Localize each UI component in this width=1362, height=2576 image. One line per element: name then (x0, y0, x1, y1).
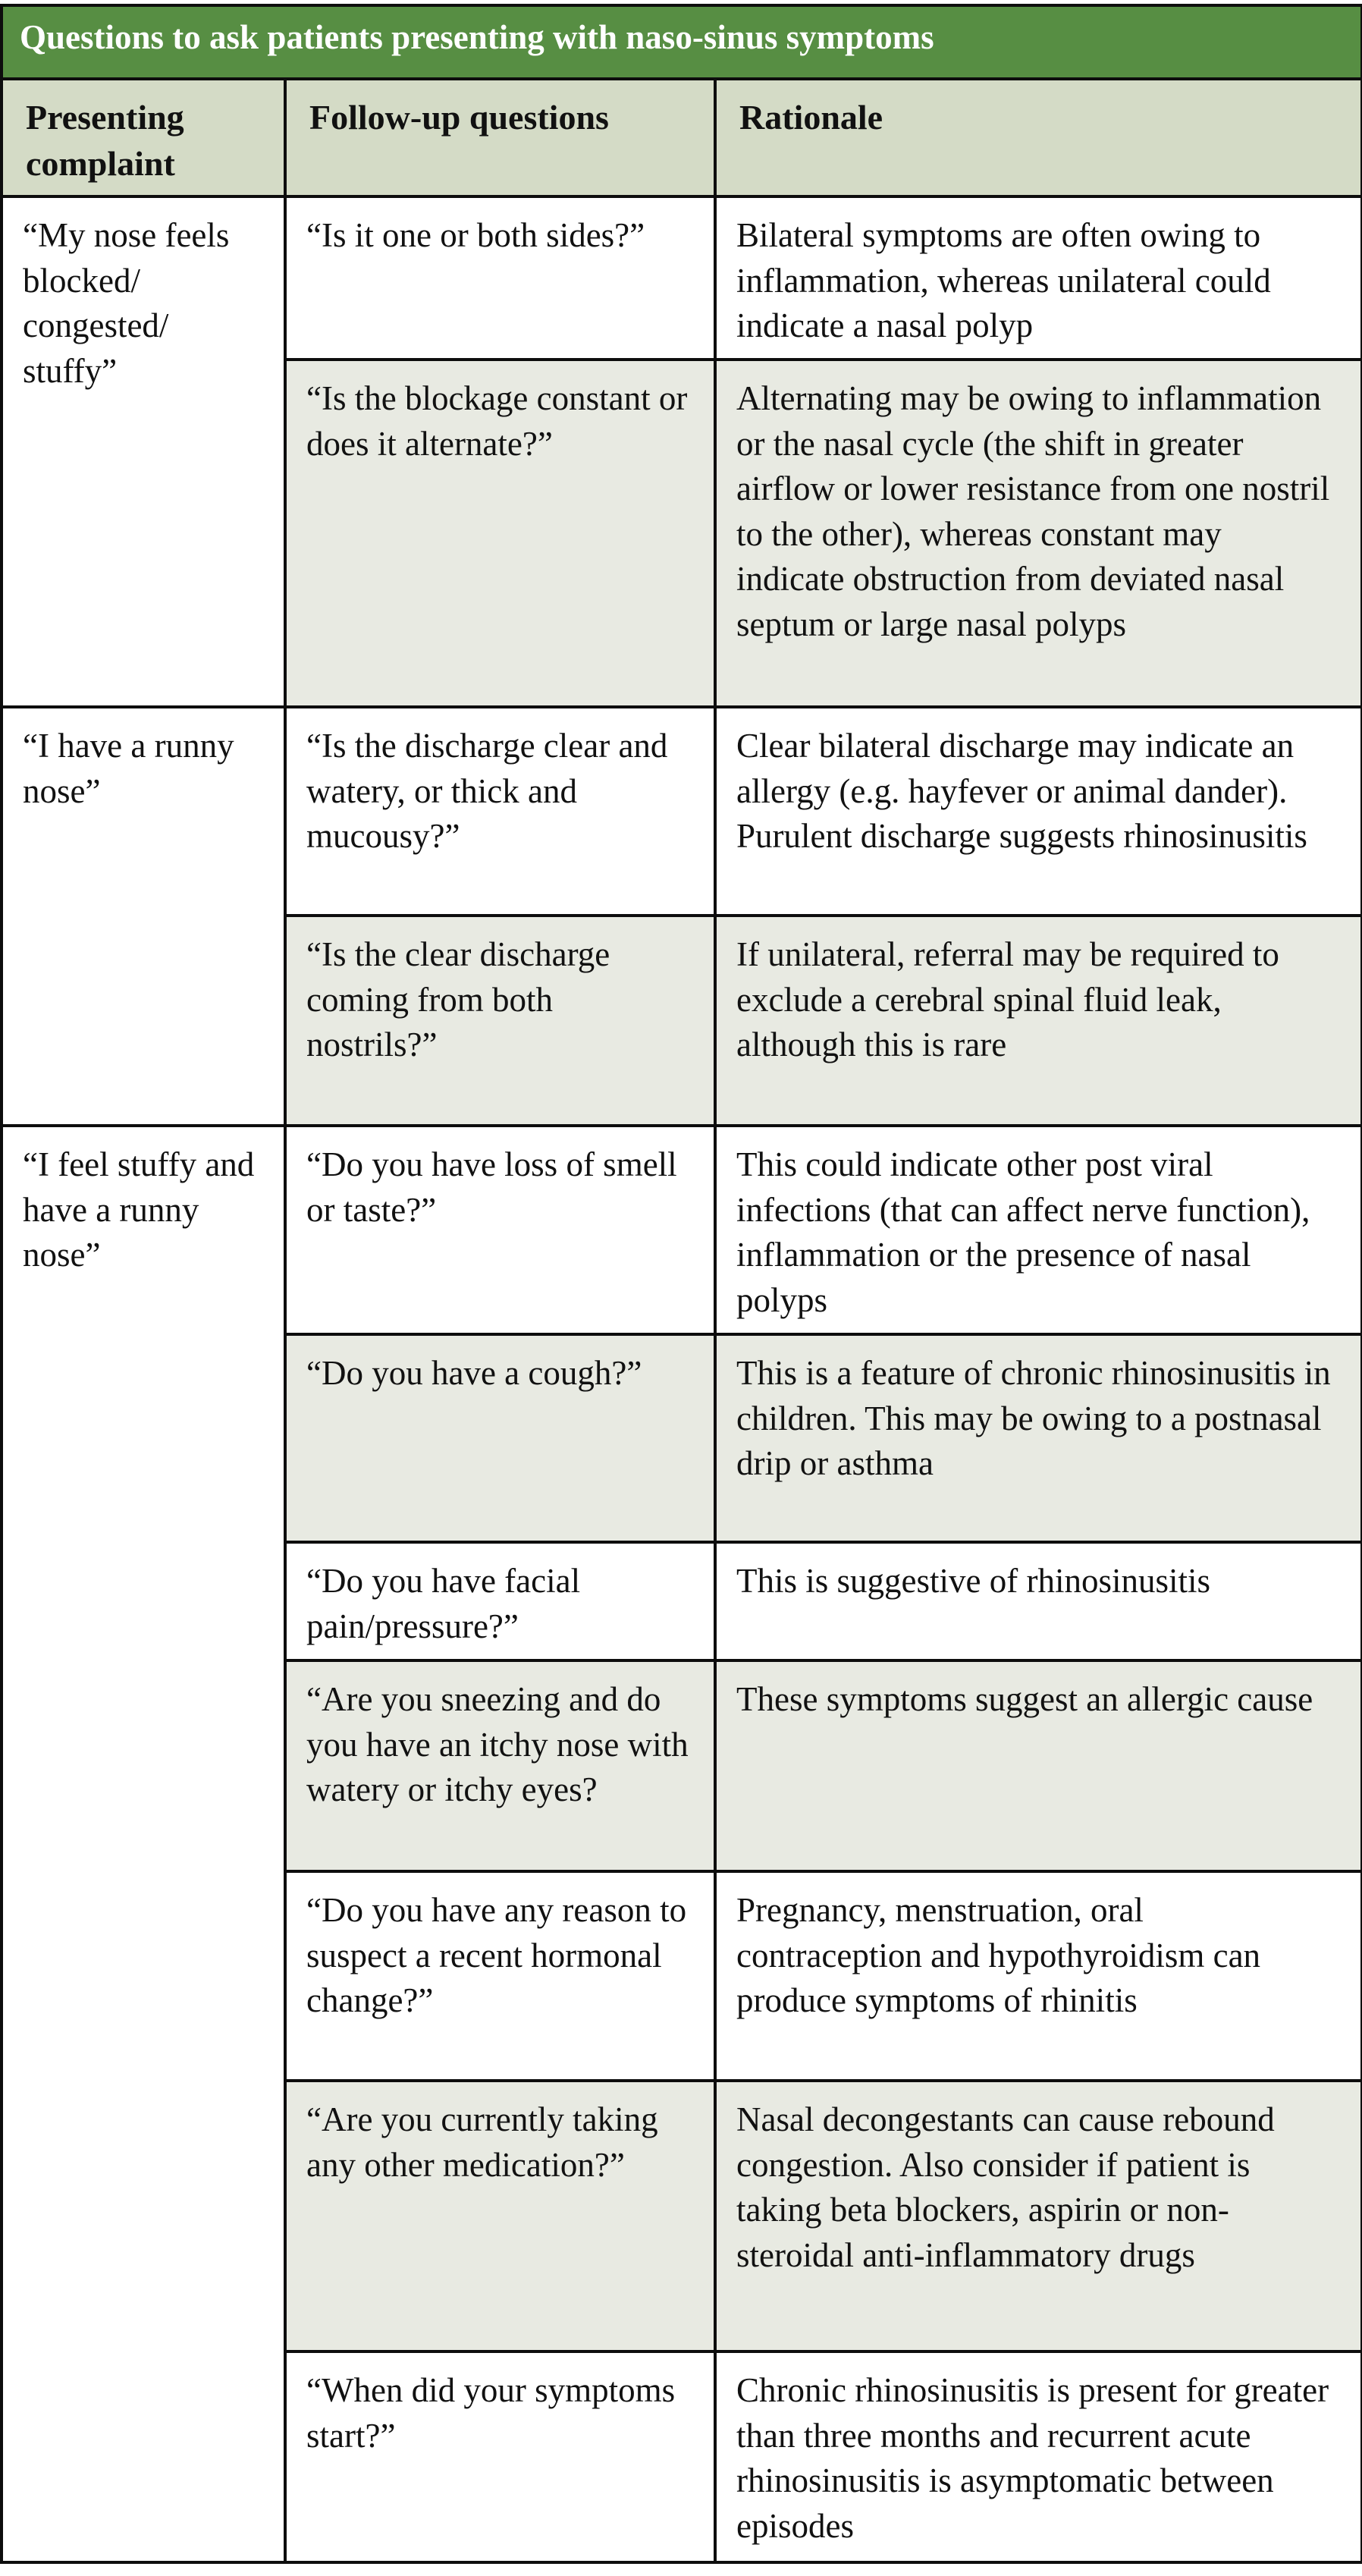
rationale-cell: Chronic rhinosinusitis is present for greater than three months and recurrent acute rhinosinusitis is asymptomatic between episodes (715, 2351, 1362, 2562)
header-follow-up-questions: Follow-up questions (285, 79, 715, 196)
presenting-complaint-cell: “My nose feels blocked/ congested/ stuffy” (2, 196, 285, 707)
follow-up-question-cell: “Is the discharge clear and watery, or thick and mucousy?” (285, 707, 715, 916)
header-row (2, 79, 1362, 196)
table-title: Questions to ask patients presenting with naso-sinus symptoms (2, 5, 1362, 79)
follow-up-question-cell: “Do you have facial pain/pressure?” (285, 1542, 715, 1660)
rationale-cell: These symptoms suggest an allergic cause (715, 1660, 1362, 1871)
follow-up-question-cell: “Is it one or both sides?” (285, 196, 715, 360)
follow-up-question-cell: “Do you have any reason to suspect a recent hormonal change?” (285, 1871, 715, 2081)
rationale-cell: If unilateral, referral may be required to exclude a cerebral spinal fluid leak, although this is rare (715, 916, 1362, 1126)
table-row (2, 196, 1362, 360)
rationale-cell: Bilateral symptoms are often owing to inflammation, whereas unilateral could indicate a nasal polyp (715, 196, 1362, 360)
rationale-cell: This could indicate other post viral infections (that can affect nerve function), inflammation or the presence of nasal polyps (715, 1126, 1362, 1334)
title-row (2, 5, 1362, 79)
follow-up-question-cell: “Do you have loss of smell or taste?” (285, 1126, 715, 1334)
presenting-complaint-cell: “I have a runny nose” (2, 707, 285, 1126)
table-row (2, 1126, 1362, 1334)
header-presenting-complaint: Presenting complaint (2, 79, 285, 196)
follow-up-question-cell: “Do you have a cough?” (285, 1334, 715, 1542)
header-rationale: Rationale (715, 79, 1362, 196)
rationale-cell: Pregnancy, menstruation, oral contraception and hypothyroidism can produce symptoms of rhinitis (715, 1871, 1362, 2081)
naso-sinus-questions-table (0, 4, 1362, 2564)
rationale-cell: Clear bilateral discharge may indicate an allergy (e.g. hayfever or animal dander). Purulent discharge suggests rhinosinusitis (715, 707, 1362, 916)
rationale-cell: This is suggestive of rhinosinusitis (715, 1542, 1362, 1660)
follow-up-question-cell: “Are you sneezing and do you have an itchy nose with watery or itchy eyes? (285, 1660, 715, 1871)
rationale-cell: This is a feature of chronic rhinosinusitis in children. This may be owing to a postnasal drip or asthma (715, 1334, 1362, 1542)
follow-up-question-cell: “Is the clear discharge coming from both nostrils?” (285, 916, 715, 1126)
presenting-complaint-cell: “I feel stuffy and have a runny nose” (2, 1126, 285, 2562)
follow-up-question-cell: “Is the blockage constant or does it alternate?” (285, 360, 715, 707)
follow-up-question-cell: “Are you currently taking any other medication?” (285, 2081, 715, 2351)
follow-up-question-cell: “When did your symptoms start?” (285, 2351, 715, 2562)
rationale-cell: Nasal decongestants can cause rebound congestion. Also consider if patient is taking beta blockers, aspirin or non-steroidal anti-inflammatory drugs (715, 2081, 1362, 2351)
rationale-cell: Alternating may be owing to inflammation or the nasal cycle (the shift in greater airflow or lower resistance from one nostril to the other), whereas constant may indicate obstruction from deviated nasal septum or large nasal polyps (715, 360, 1362, 707)
table-row (2, 707, 1362, 916)
